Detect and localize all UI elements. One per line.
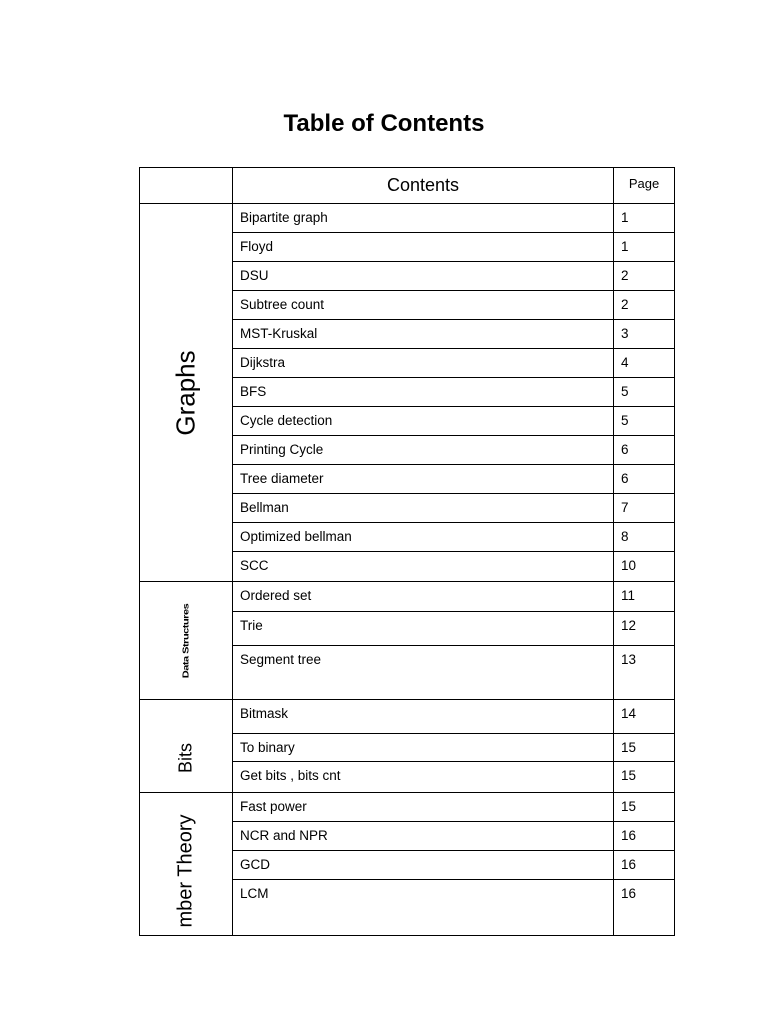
page-title: Table of Contents xyxy=(283,110,485,137)
toc-page: 5 xyxy=(614,407,675,436)
toc-item: DSU xyxy=(233,262,614,291)
toc-page: 1 xyxy=(614,233,675,262)
toc-page: 6 xyxy=(614,436,675,465)
header-page: Page xyxy=(614,168,675,204)
toc-item: Printing Cycle xyxy=(233,436,614,465)
toc-item: Cycle detection xyxy=(233,407,614,436)
toc-item: Optimized bellman xyxy=(233,523,614,552)
category-label-number-theory: mber Theory xyxy=(174,814,197,928)
toc-item: Fast power xyxy=(233,793,614,822)
toc-item: Floyd xyxy=(233,233,614,262)
toc-page: 15 xyxy=(614,793,675,822)
table-row xyxy=(140,793,675,822)
toc-item: Trie xyxy=(233,612,614,646)
toc-page: 7 xyxy=(614,494,675,523)
toc-page: 14 xyxy=(614,700,675,734)
toc-page: 15 xyxy=(614,762,675,793)
category-label-data-structures: Data Structures xyxy=(181,603,191,678)
table-row xyxy=(140,204,675,233)
category-label-graphs: Graphs xyxy=(170,349,201,436)
table-row xyxy=(140,700,675,734)
toc-page: 2 xyxy=(614,262,675,291)
toc-page: 12 xyxy=(614,612,675,646)
toc-page: 8 xyxy=(614,523,675,552)
category-bits xyxy=(140,700,233,793)
header-blank-cell xyxy=(140,168,233,204)
toc-item: LCM xyxy=(233,880,614,936)
header-row xyxy=(140,168,675,204)
toc-page: 15 xyxy=(614,734,675,762)
toc-item: Subtree count xyxy=(233,291,614,320)
category-data-structures xyxy=(140,582,233,700)
toc-item: Ordered set xyxy=(233,582,614,612)
toc-page: 16 xyxy=(614,822,675,851)
toc-page: 13 xyxy=(614,646,675,700)
toc-item: NCR and NPR xyxy=(233,822,614,851)
category-label-bits: Bits xyxy=(175,742,196,774)
toc-item: Bipartite graph xyxy=(233,204,614,233)
toc-page: 11 xyxy=(614,582,675,612)
toc-item: GCD xyxy=(233,851,614,880)
toc-page: 6 xyxy=(614,465,675,494)
toc-item: To binary xyxy=(233,734,614,762)
toc-item: Bellman xyxy=(233,494,614,523)
toc-item: Dijkstra xyxy=(233,349,614,378)
toc-table xyxy=(139,167,675,936)
toc-page: 16 xyxy=(614,880,675,936)
toc-item: Bitmask xyxy=(233,700,614,734)
toc-item: Segment tree xyxy=(233,646,614,700)
toc-item: Tree diameter xyxy=(233,465,614,494)
toc-page: 3 xyxy=(614,320,675,349)
toc-item: SCC xyxy=(233,552,614,582)
toc-page: 10 xyxy=(614,552,675,582)
category-graphs xyxy=(140,204,233,582)
category-number-theory xyxy=(140,793,233,936)
toc-page: 1 xyxy=(614,204,675,233)
toc-page: 2 xyxy=(614,291,675,320)
toc-item: MST-Kruskal xyxy=(233,320,614,349)
table-row xyxy=(140,582,675,612)
toc-page: 4 xyxy=(614,349,675,378)
toc-page: 16 xyxy=(614,851,675,880)
toc-page: 5 xyxy=(614,378,675,407)
header-contents: Contents xyxy=(233,168,614,204)
toc-item: Get bits , bits cnt xyxy=(233,762,614,793)
toc-item: BFS xyxy=(233,378,614,407)
